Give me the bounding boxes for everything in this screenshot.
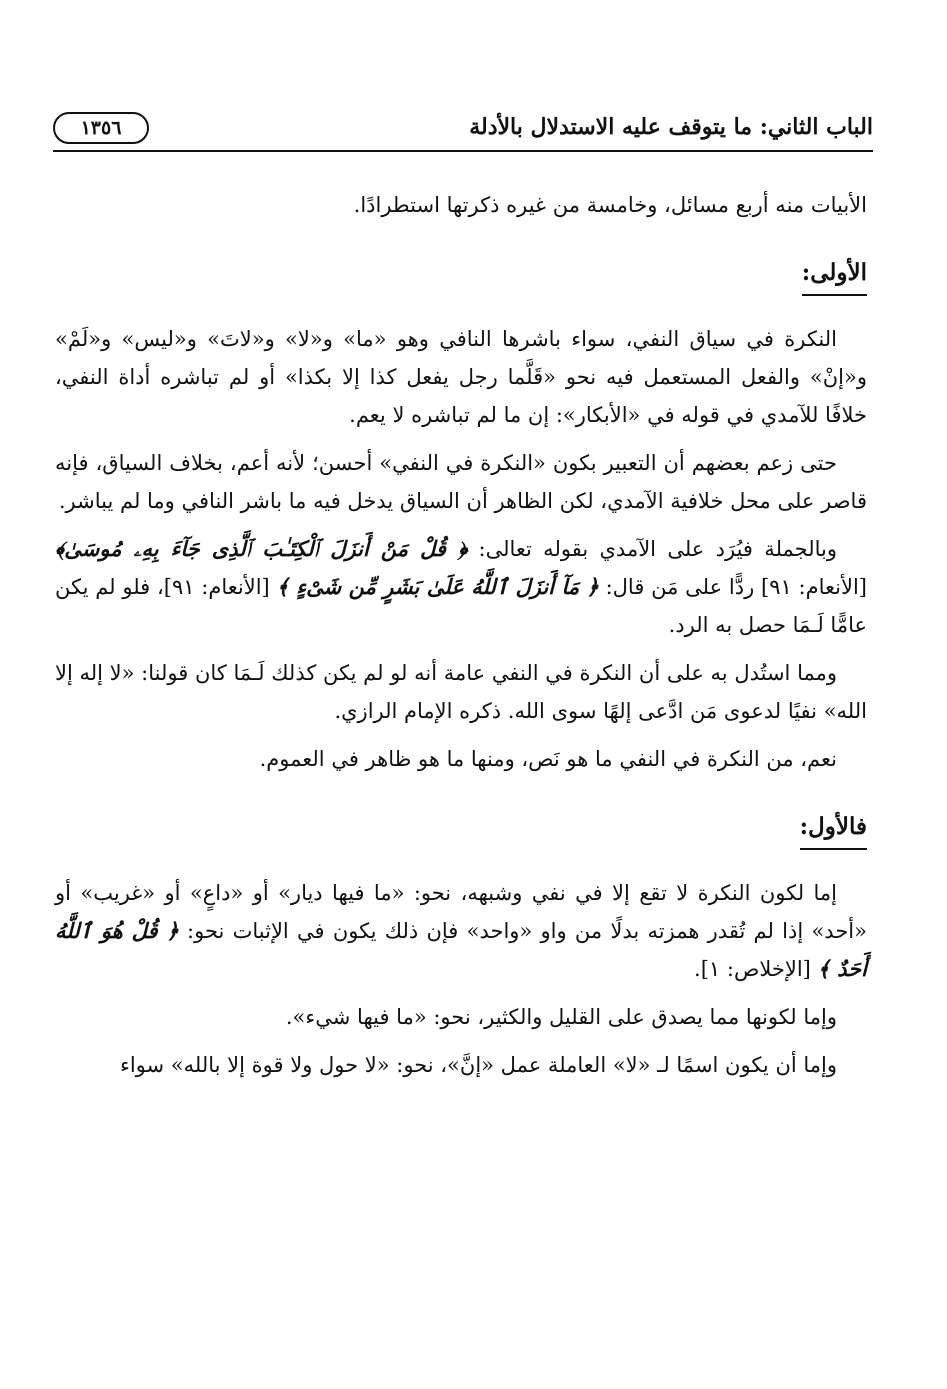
text-segment: وإما أن يكون اسمًا لـ «لا» العاملة عمل «إنَّ»، نحو: «لا حول ولا قوة إلا بالله» سواء [119,1053,837,1077]
text-segment: إما لكون النكرة لا تقع إلا في نفي وشبهه، نحو: «ما فيها ديار» أو «داعٍ» أو «غريب» أو «أحد» إذا لم تُقدر همزته بدلًا من واو «واحد» فإن ذلك يكون في الإثبات نحو: [55,881,867,943]
section-heading: الأولى: [802,254,867,296]
paragraph [55,530,867,644]
text-segment: وبالجملة فيُرَد على الآمدي بقوله تعالى: [467,537,837,561]
paragraph [55,320,867,434]
paragraph [55,1046,867,1084]
paragraph [55,740,867,778]
section-heading: فالأول: [800,808,867,850]
quran-verse: ﴿ قُلْ هُوَ ٱللَّهُ أَحَدٌ ﴾ [55,918,867,981]
text-segment: [الإخلاص: ١]. [694,957,818,981]
text-segment: [الأنعام: ٩١] ردًّا على مَن قال: [598,575,867,599]
page-number: ١٣٥٦ [53,112,149,144]
text-segment: وإما لكونها مما يصدق على القليل والكثير، نحو: «ما فيها شيء». [285,1005,837,1029]
chapter-title: الباب الثاني: ما يتوقف عليه الاستدلال بالأدلة [469,114,873,140]
paragraph [55,874,867,988]
text-segment: الأبيات منه أربع مسائل، وخامسة من غيره ذكرتها استطرادًا. [353,193,867,217]
page-body [55,186,867,1094]
text-segment: النكرة في سياق النفي، سواء باشرها النافي وهو «ما» و«لا» و«لاتَ» و«ليس» و«لَمْ» و«إنْ» والفعل المستعمل فيه نحو «قَلَّما رجل يفعل كذا إلا بكذا» أو لم تباشره أداة النفي، خلافًا للآمدي في قوله في «الأبكار»: إن ما لم تباشره لا يعم. [55,327,867,427]
paragraph [55,186,867,224]
text-segment: [الأنعام: ٩١]، فلو لم يكن عامًّا لَـمَا حصل به الرد. [55,575,867,637]
page-header [53,110,873,150]
text-segment: حتى زعم بعضهم أن التعبير بكون «النكرة في النفي» أحسن؛ لأنه أعم، بخلاف السياق، فإنه قاصر على محل خلافية الآمدي، لكن الظاهر أن السياق يدخل فيه ما باشر النافي وما لم يباشر. [55,451,867,513]
quran-verse: ﴿ مَآ أَنزَلَ ٱللَّهُ عَلَىٰ بَشَرٍ مِّن شَىْءٍ ﴾ [276,574,599,599]
paragraph [55,444,867,520]
quran-verse: ﴿ قُلْ مَنْ أَنزَلَ ٱلْكِتَـٰبَ ٱلَّذِى جَآءَ بِهِۦ مُوسَىٰ﴾ [55,536,468,561]
text-segment: نعم، من النكرة في النفي ما هو نَص، ومنها ما هو ظاهر في العموم. [259,747,837,771]
header-rule [53,150,873,152]
paragraph [55,654,867,730]
text-segment: ومما استُدل به على أن النكرة في النفي عامة أنه لو لم يكن كذلك لَـمَا كان قولنا: «لا إله إلا الله» نفيًا لدعوى مَن ادَّعى إلهًا سوى الله. ذكره الإمام الرازي. [55,661,867,723]
paragraph [55,998,867,1036]
